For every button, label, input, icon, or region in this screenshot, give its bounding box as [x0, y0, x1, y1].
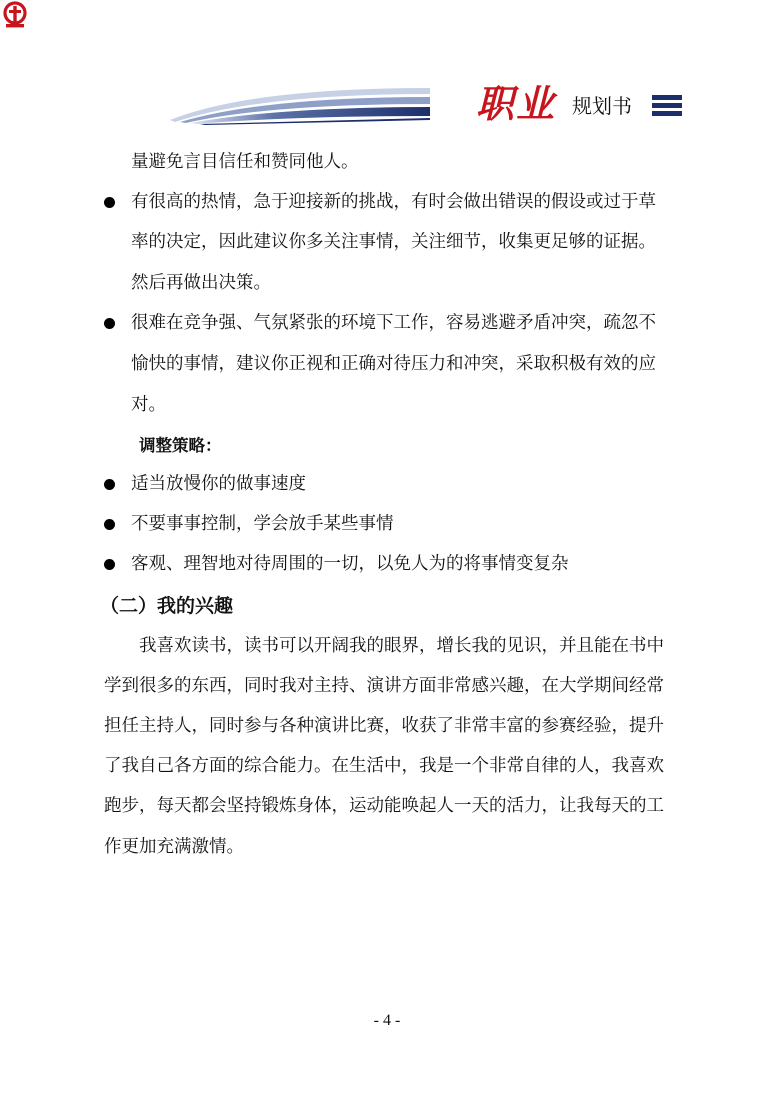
header-title: 规划书 — [572, 94, 632, 118]
bullet-line: 然后再做出决策。 — [131, 273, 271, 293]
bullet-icon — [104, 197, 115, 208]
strategy-item: 适当放慢你的做事速度 — [131, 474, 306, 494]
strategy-item: 不要事事控制，学会放手某些事情 — [131, 514, 394, 534]
bullet-line: 有很高的热情，急于迎接新的挑战，有时会做出错误的假设或过于草 — [131, 192, 656, 212]
bullet-icon — [104, 559, 115, 570]
strategy-heading: 调整策略： — [139, 436, 222, 455]
bullet-icon — [104, 318, 115, 329]
bullet-icon — [104, 519, 115, 530]
header-decoration — [0, 0, 774, 140]
railway-logo-icon — [0, 0, 30, 30]
paragraph-line: 学到很多的东西，同时我对主持、演讲方面非常感兴趣，在大学期间经常 — [104, 676, 664, 696]
paragraph-line: 我喜欢读书，读书可以开阔我的眼界，增长我的见识，并且能在书中 — [139, 636, 664, 656]
bullet-line: 愉快的事情，建议你正视和正确对待压力和冲突，采取积极有效的应 — [131, 354, 656, 374]
strategy-item: 客观、理智地对待周围的一切，以免人为的将事情变复杂 — [131, 554, 569, 574]
paragraph-line: 了我自己各方面的综合能力。在生活中，我是一个非常自律的人，我喜欢 — [104, 756, 664, 776]
bullet-icon — [104, 479, 115, 490]
paragraph-line: 作更加充满激情。 — [104, 837, 244, 857]
section-title: （二）我的兴趣 — [100, 595, 234, 617]
bullet-line: 很难在竞争强、气氛紧张的环境下工作，容易逃避矛盾冲突，疏忽不 — [131, 313, 656, 333]
continuation-text: 量避免言目信任和赞同他人。 — [131, 152, 359, 172]
page-header — [0, 0, 774, 140]
paragraph-line: 担任主持人，同时参与各种演讲比赛，收获了非常丰富的参赛经验，提升 — [104, 716, 664, 736]
brand-wordmark: 职业 — [476, 81, 557, 126]
page-number: - 4 - — [373, 1012, 401, 1029]
paragraph-line: 跑步，每天都会坚持锻炼身体，运动能唤起人一天的活力，让我每天的工 — [104, 796, 664, 816]
bullet-line: 对。 — [131, 395, 166, 415]
bullet-line: 率的决定，因此建议你多关注事情，关注细节，收集更足够的证据。 — [131, 232, 656, 252]
